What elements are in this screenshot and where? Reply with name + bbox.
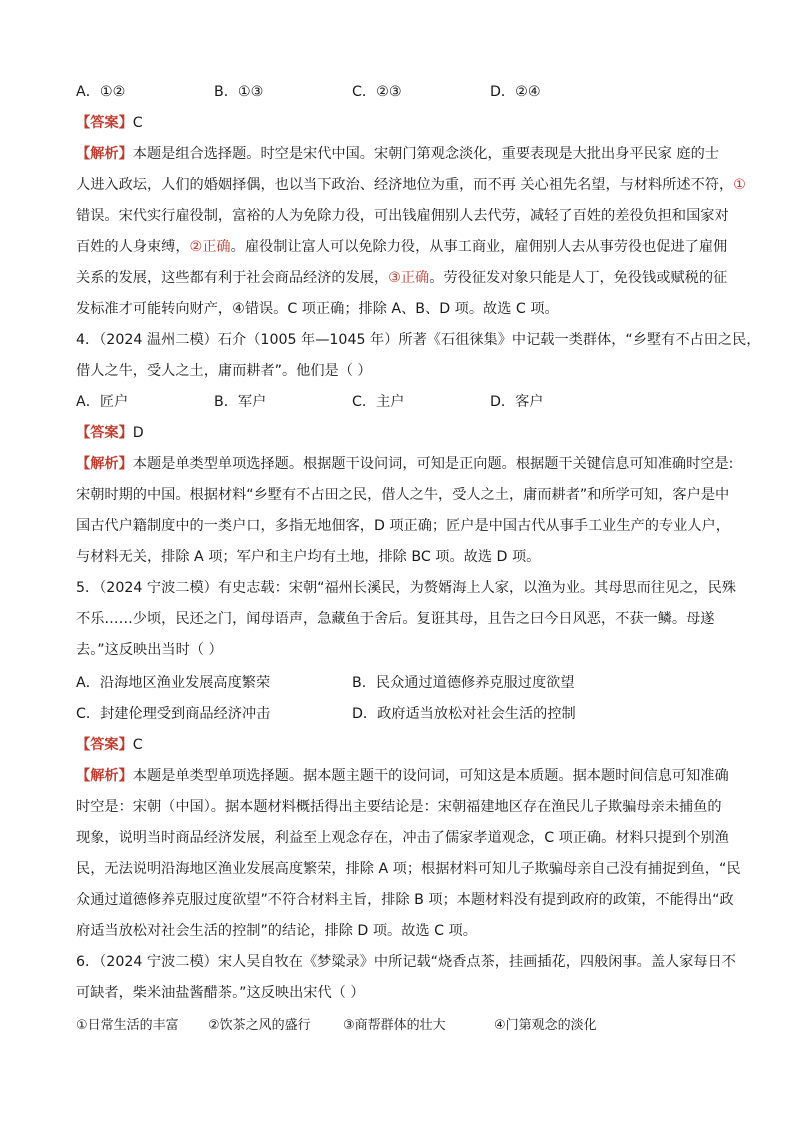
q3-option-a: A．①②: [76, 84, 126, 100]
analysis-text: 本题是单类型单项选择题。据本题主题干的设问词，可知这是本质题。据本题时间信息可知准确: [132, 768, 729, 784]
answer-label: 【答案】: [76, 115, 133, 131]
answer-value: D: [132, 425, 144, 441]
analysis-label: 【解析】: [76, 768, 133, 784]
analysis-text: 关系的发展，这些都有利于社会商品经济的发展，: [76, 270, 389, 286]
q5-analysis-line-6: 府适当放松对社会生活的控制”的结论，排除 D 项。故选 C 项。: [76, 923, 477, 939]
q3-analysis-line-5: [76, 268, 727, 288]
q3-analysis-line-6: 发标准才可能转向财产，④错误。C 项正确；排除 A、B、D 项。故选 C 项。: [76, 301, 559, 317]
q4-stem-line-1: 4．（2024 温州二模）石介（1005 年—1045 年）所著《石徂徕集》中记载一类群体，“乡墅有不占田之民，: [76, 332, 761, 348]
analysis-text: 。雇役制让富人可以免除力役，从事工商业，雇佣别人去从事劳役也促进了雇佣: [230, 239, 728, 255]
q5-analysis-line-5: 众通过道德修养克服过度欲望”不符合材料主旨，排除 B 项；本题材料没有提到政府的政策，不能得出“政: [76, 892, 734, 908]
q4-option-d: D．客户: [490, 394, 544, 410]
q6-stem-line-2: 可缺者，柴米油盐酱醋茶。”这反映出宋代（ ）: [76, 985, 365, 1001]
q4-answer: [76, 423, 144, 443]
q3-analysis-line-2: [76, 175, 746, 195]
q5-analysis-line-2: 时空是：宋朝（中国）。据本题材料概括得出主要结论是：宋朝福建地区存在渔民儿子欺骗母亲未捕鱼的: [76, 799, 722, 815]
analysis-text: 本题是单类型单项选择题。根据题干设问词，可知是正向题。根据题干关键信息可知准确时空是:: [132, 456, 734, 472]
analysis-highlight: ②正确: [189, 239, 231, 255]
q6-stem-line-1: 6．（2024 宁波二模）宋人吴自牧在《梦粱录》中所记载“烧香点茶，挂画插花，四般闲事。盖人家每日不: [76, 954, 736, 970]
q5-stem-line-3: 去。”这反映出当时（ ）: [76, 642, 223, 658]
analysis-highlight: ③正确: [388, 270, 430, 286]
q5-option-b: B．民众通过道德修养克服过度欲望: [352, 675, 575, 691]
q4-analysis-line-2: 宋朝时期的中国。根据材料“乡墅有不占田之民，借人之牛，受人之土，庸而耕者”和所学可知，客户是中: [76, 487, 730, 503]
analysis-text: 本题是组合选择题。时空是宋代中国。宋朝门第观念淡化，重要表现是大批出身平民家 庭的士: [132, 146, 719, 162]
q6-item-2: ②饮茶之风的盛行: [208, 1018, 311, 1033]
analysis-text: 。劳役征发对象只能是人丁，免役钱或赋税的征: [429, 270, 728, 286]
q5-option-a: A．沿海地区渔业发展高度繁荣: [76, 675, 271, 691]
q5-answer: [76, 735, 143, 755]
analysis-text: 人进入政坛，人们的婚姻择偶，也以当下政治、经济地位为重，而不再 关心祖先名望，与材料所述不符，: [76, 177, 734, 193]
q3-option-c: C．②③: [352, 84, 402, 100]
analysis-text: 百姓的人身束缚，: [76, 239, 190, 255]
analysis-label: 【解析】: [76, 146, 133, 162]
q4-analysis-line-4: 与材料无关，排除 A 项；军户和主户均有土地，排除 BC 项。故选 D 项。: [76, 549, 541, 565]
q5-analysis-line-4: 民，无法说明沿海地区渔业发展高度繁荣，排除 A 项；根据材料可知儿子欺骗母亲自己没有捕捉到鱼，“民: [76, 861, 741, 877]
q3-analysis-line-1: [76, 144, 719, 164]
answer-value: C: [132, 115, 143, 131]
q6-item-3: ③商帮群体的壮大: [343, 1018, 446, 1033]
q4-stem-line-2: 借人之牛，受人之土，庸而耕者”。他们是（ ）: [76, 363, 372, 379]
q5-option-d: D．政府适当放松对社会生活的控制: [352, 706, 576, 722]
q4-analysis-line-3: 国古代户籍制度中的一类户口，多指无地佃客，D 项正确；匠户是中国古代从事手工业生产的专业人户，: [76, 518, 730, 534]
q3-option-d: D．②④: [490, 84, 541, 100]
answer-label: 【答案】: [76, 737, 133, 753]
q6-item-4: ④门第观念的淡化: [494, 1018, 597, 1033]
q5-stem-line-1: 5．（2024 宁波二模）有史志载：宋朝“福州长溪民，为赘婿海上人家，以渔为业。其母思而往见之，民殊: [76, 580, 736, 596]
q3-analysis-line-4: [76, 237, 727, 257]
q4-option-b: B．军户: [214, 394, 267, 410]
q3-option-b: B．①③: [214, 84, 264, 100]
q3-answer: [76, 113, 143, 133]
q4-option-a: A．匠户: [76, 394, 129, 410]
q5-stem-line-2: 不乐……少顷，民还之门，闻母语声，急藏鱼于舍后。复诳其母，且告之曰今日风恶，不获一鳞。母遂: [76, 611, 715, 627]
q3-analysis-line-3: 错误。宋代实行雇役制，富裕的人为免除力役，可出钱雇佣别人去代劳，减轻了百姓的差役负担和国家对: [76, 208, 729, 224]
q4-analysis-line-1: [76, 454, 733, 474]
analysis-highlight: ①: [733, 177, 746, 193]
answer-label: 【答案】: [76, 425, 133, 441]
q5-analysis-line-1: [76, 766, 729, 786]
q5-analysis-line-3: 现象，说明当时商品经济发展，利益至上观念存在，冲击了儒家孝道观念，C 项正确。材料只提到个别渔: [76, 830, 729, 846]
analysis-label: 【解析】: [76, 456, 133, 472]
q5-option-c: C．封建伦理受到商品经济冲击: [76, 706, 271, 722]
answer-value: C: [132, 737, 143, 753]
q6-item-1: ①日常生活的丰富: [76, 1018, 179, 1033]
q4-option-c: C．主户: [352, 394, 405, 410]
